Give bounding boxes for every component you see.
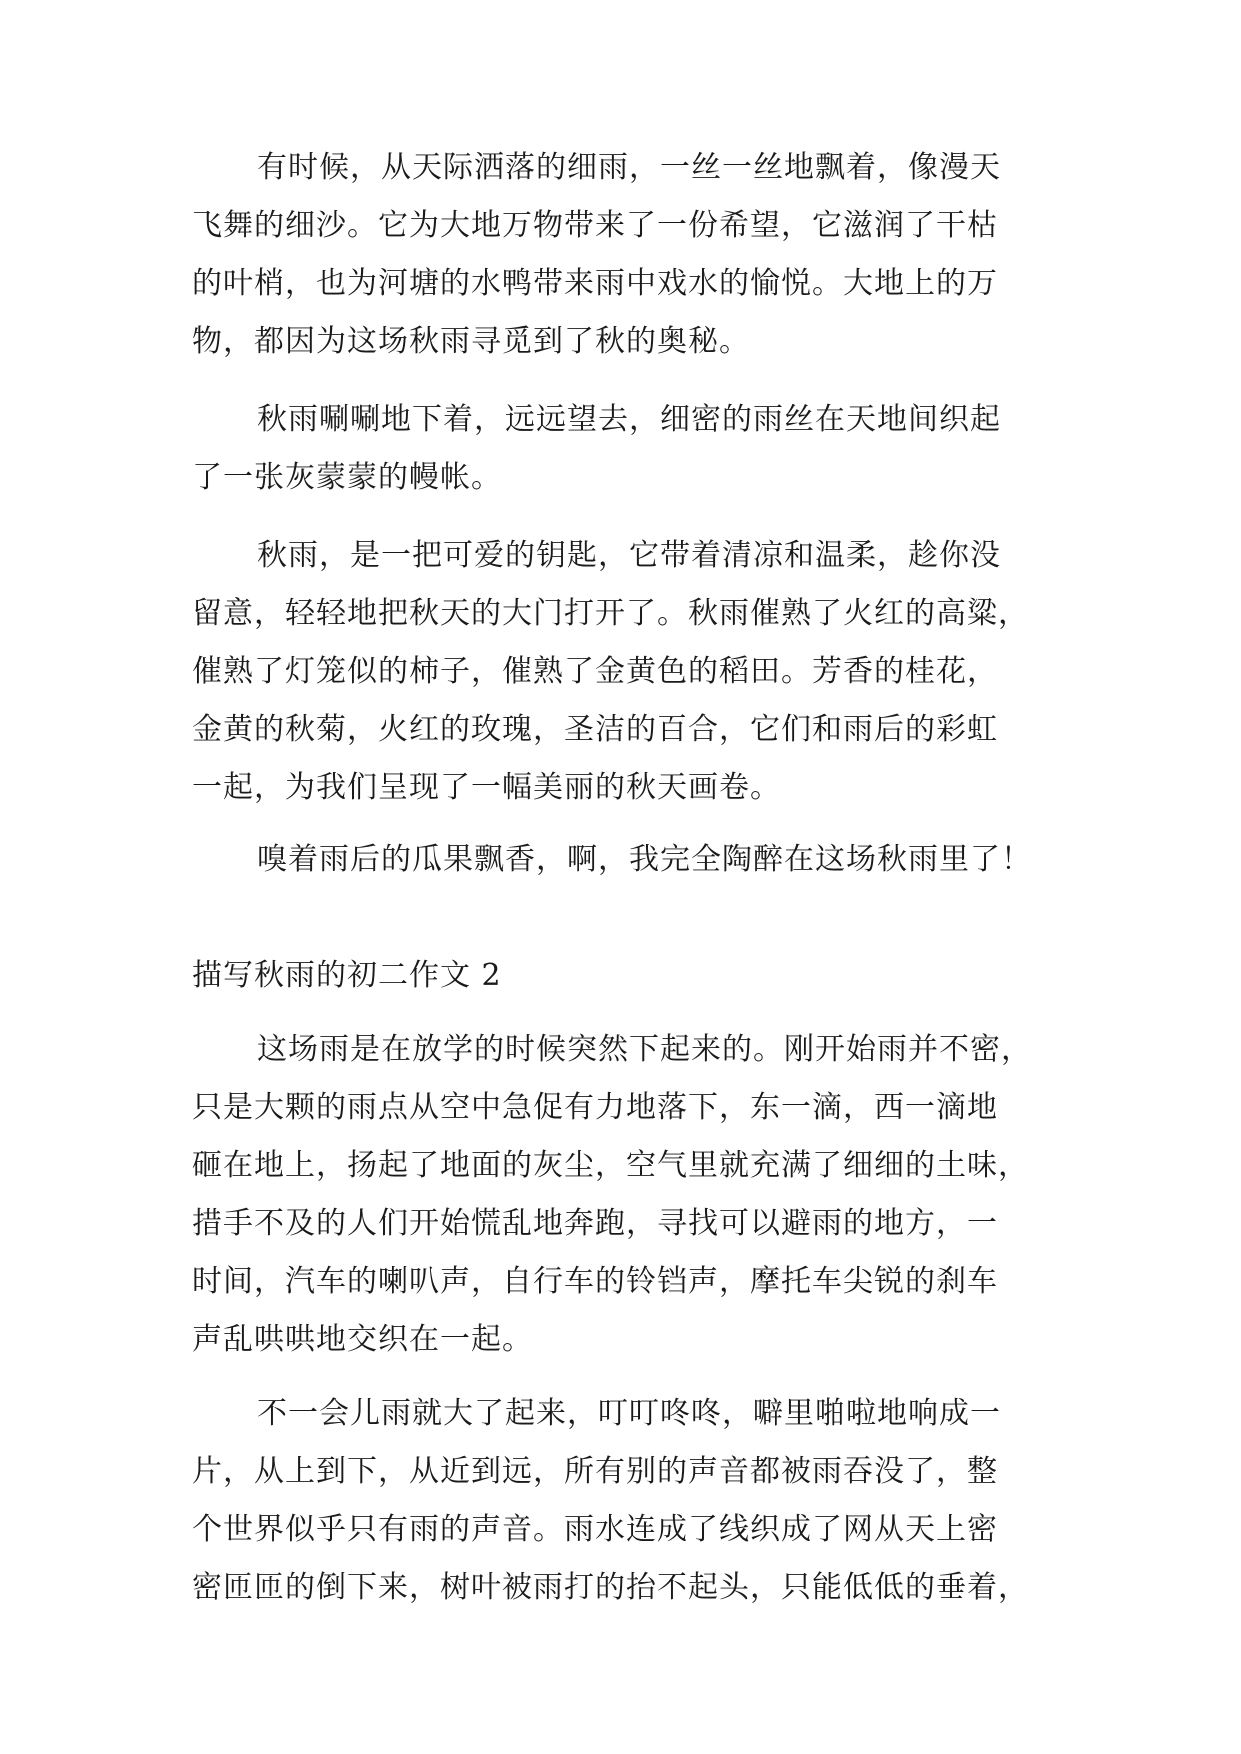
- text-line: 只是大颗的雨点从空中急促有力地落下，东一滴，西一滴地: [192, 1090, 998, 1125]
- text-line: 秋雨，是一把可爱的钥匙，它带着清凉和温柔，趁你没: [257, 538, 1001, 573]
- text-line: 的叶梢，也为河塘的水鸭带来雨中戏水的愉悦。大地上的万: [192, 266, 998, 301]
- text-line: 飞舞的细沙。它为大地万物带来了一份希望，它滋润了干枯: [192, 208, 998, 243]
- text-line: 措手不及的人们开始慌乱地奔跑，寻找可以避雨的地方，一: [192, 1206, 998, 1241]
- text-line: 嗅着雨后的瓜果飘香，啊，我完全陶醉在这场秋雨里了！: [257, 842, 1032, 877]
- text-line: 砸在地上，扬起了地面的灰尘，空气里就充满了细细的土味，: [192, 1148, 1029, 1183]
- text-line: 了一张灰蒙蒙的幔帐。: [192, 460, 502, 495]
- text-line: 物，都因为这场秋雨寻觅到了秋的奥秘。: [192, 324, 750, 359]
- text-line: 声乱哄哄地交织在一起。: [192, 1322, 533, 1357]
- section-heading: 描写秋雨的初二作文 2: [192, 958, 502, 993]
- text-line: 留意，轻轻地把秋天的大门打开了。秋雨催熟了火红的高粱，: [192, 596, 1029, 631]
- text-line: 这场雨是在放学的时候突然下起来的。刚开始雨并不密，: [257, 1032, 1032, 1067]
- text-line: 秋雨唰唰地下着，远远望去，细密的雨丝在天地间织起: [257, 402, 1001, 437]
- text-line: 有时候，从天际洒落的细雨，一丝一丝地飘着，像漫天: [257, 150, 1001, 185]
- text-line: 个世界似乎只有雨的声音。雨水连成了线织成了网从天上密: [192, 1512, 998, 1547]
- text-line: 催熟了灯笼似的柿子，催熟了金黄色的稻田。芳香的桂花，: [192, 654, 998, 689]
- text-line: 不一会儿雨就大了起来，叮叮咚咚，噼里啪啦地响成一: [257, 1396, 1001, 1431]
- text-line: 片，从上到下，从近到远，所有别的声音都被雨吞没了，整: [192, 1454, 998, 1489]
- text-line: 一起，为我们呈现了一幅美丽的秋天画卷。: [192, 770, 781, 805]
- text-line: 时间，汽车的喇叭声，自行车的铃铛声，摩托车尖锐的刹车: [192, 1264, 998, 1299]
- text-line: 密匝匝的倒下来，树叶被雨打的抬不起头，只能低低的垂着，: [192, 1570, 1029, 1605]
- text-line: 金黄的秋菊，火红的玫瑰，圣洁的百合，它们和雨后的彩虹: [192, 712, 998, 747]
